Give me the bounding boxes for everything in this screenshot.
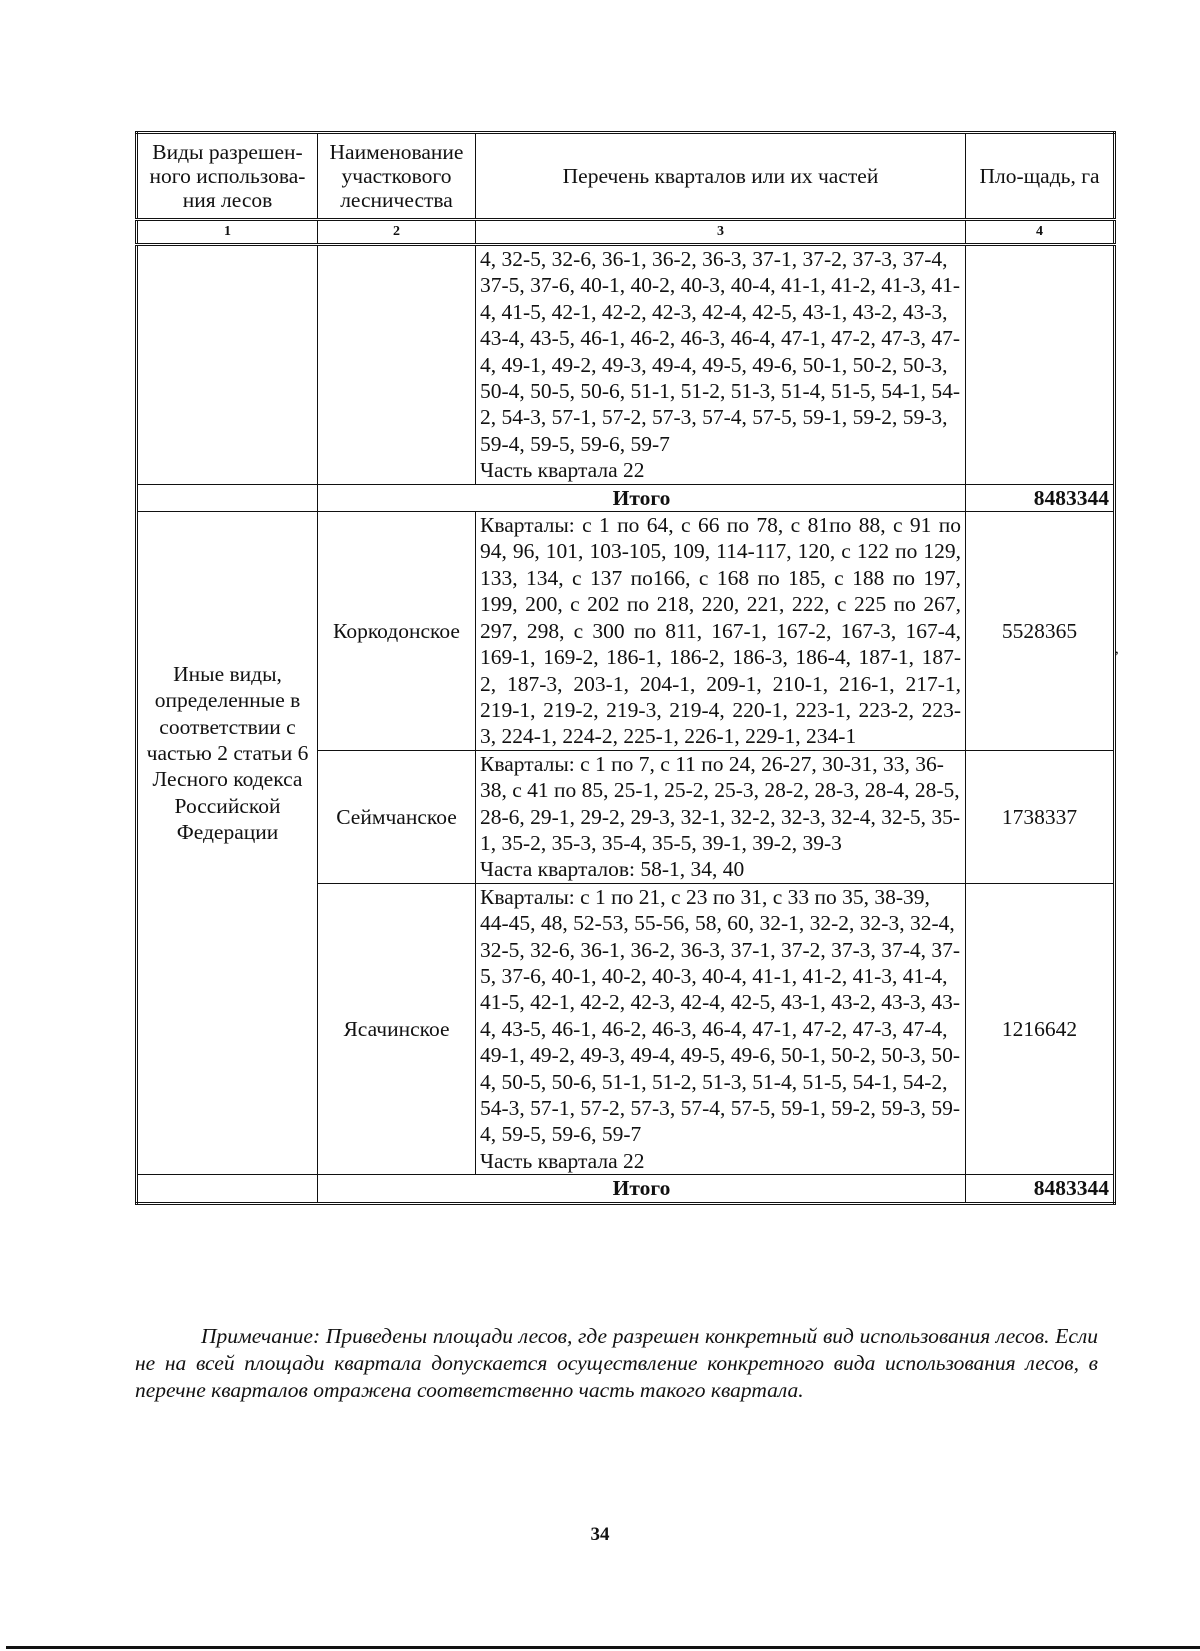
quarters-part: Часть квартала 22 <box>480 458 645 483</box>
area-value: 5528365 <box>966 512 1115 751</box>
empty-cell <box>137 1175 318 1203</box>
quarters-cell <box>476 750 966 883</box>
table-header-row <box>137 133 1115 220</box>
total-row <box>137 484 1115 511</box>
empty-cell <box>966 245 1115 485</box>
area-value: 1216642 <box>966 883 1115 1174</box>
header-district: Наименование участкового лесничества <box>318 133 476 220</box>
col-number-3: 3 <box>476 220 966 245</box>
quarters-list: Кварталы: с 1 по 21, с 23 по 31, с 33 по 35, 38-39, 44-45, 48, 52-53, 55-56, 58, 60, 32-1, 32-2, 32-3, 32-4, 32-5, 32-6, 36-1, 36-2, 36-3, 37-1, 37-2, 37-3, 37-4, 37-5, 37-6, 40-1, 40-2, 40-3, 40-4, 41-1, 41-2, 41-3, 41-4, 41-5, 42-1, 42-2, 42-3, 42-4, 42-5, 43-1, 43-2, 43-3, 43-4, 43-5, 46-1, 46-2, 46-3, 46-4, 47-1, 47-2, 47-3, 47-4, 49-1, 49-2, 49-3, 49-4, 49-5, 49-6, 50-1, 50-2, 50-3, 50-4, 50-5, 50-6, 51-1, 51-2, 51-3, 51-4, 51-5, 54-1, 54-2, 54-3, 57-1, 57-2, 57-3, 57-4, 57-5, 59-1, 59-2, 59-3, 59-4, 59-5, 59-6, 59-7 <box>480 884 961 1147</box>
col-number-1: 1 <box>137 220 318 245</box>
quarters-cell <box>476 512 966 751</box>
district-name: Сеймчанское <box>318 750 476 883</box>
total-value: 8483344 <box>966 484 1115 511</box>
total-value: 8483344 <box>966 1175 1115 1203</box>
quarters-cell <box>476 883 966 1174</box>
district-name: Коркодонское <box>318 512 476 751</box>
table-row <box>137 245 1115 485</box>
quarters-list: Кварталы: с 1 по 64, с 66 по 78, с 81по 88, с 91 по 94, 96, 101, 103-105, 109, 114-117, 120, с 122 по 129, 133, 134, с 137 по166, с 168 по 185, с 188 по 197, 199, 200, с 202 по 218, 220, 221, 222, с 225 по 267, 297, 298, с 300 по 811, 167-1, 167-2, 167-3, 167-4, 169-1, 169-2, 186-1, 186-2, 186-3, 186-4, 187-1, 187-2, 187-3, 203-1, 204-1, 209-1, 210-1, 216-1, 217-1, 219-1, 219-2, 219-3, 219-4, 220-1, 223-1, 223-2, 223-3, 224-1, 224-2, 225-1, 226-1, 229-1, 234-1 <box>480 513 961 749</box>
total-label: Итого <box>318 484 966 511</box>
col-number-4: 4 <box>966 220 1115 245</box>
quarters-list: 4, 32-5, 32-6, 36-1, 36-2, 36-3, 37-1, 37-2, 37-3, 37-4, 37-5, 37-6, 40-1, 40-2, 40-3, 40-4, 41-1, 41-2, 41-3, 41-4, 41-5, 42-1, 42-2, 42-3, 42-4, 42-5, 43-1, 43-2, 43-3, 43-4, 43-5, 46-1, 46-2, 46-3, 46-4, 47-1, 47-2, 47-3, 47-4, 49-1, 49-2, 49-3, 49-4, 49-5, 49-6, 50-1, 50-2, 50-3, 50-4, 50-5, 50-6, 51-1, 51-2, 51-3, 51-4, 51-5, 54-1, 54-2, 54-3, 57-1, 57-2, 57-3, 57-4, 57-5, 59-1, 59-2, 59-3, 59-4, 59-5, 59-6, 59-7 <box>480 247 961 456</box>
district-name: Ясачинское <box>318 883 476 1174</box>
empty-cell <box>137 245 318 485</box>
col-number-2: 2 <box>318 220 476 245</box>
column-number-row <box>137 220 1115 245</box>
footnote: Примечание: Приведены площади лесов, где разрешен конкретный вид использования лесов. Если не на всей площади квартала допускается осуществление конкретного вида использования лесов, в перечне кварталов отражена соответственно часть такого квартала. <box>135 1323 1098 1402</box>
table-row <box>137 512 1115 751</box>
bottom-rule <box>6 1646 1200 1649</box>
total-label: Итого <box>318 1175 966 1203</box>
page-number: 34 <box>590 1524 610 1545</box>
empty-cell <box>137 484 318 511</box>
quarters-part: Часта кварталов: 58-1, 34, 40 <box>480 857 745 882</box>
area-value: 1738337 <box>966 750 1115 883</box>
scan-mark: ’ <box>1114 649 1120 666</box>
usage-type-cell: Иные виды, определенные в соответствии с частью 2 статьи 6 Лесного кодекса Российской Федерации <box>137 512 318 1175</box>
forest-usage-table <box>135 131 1116 1205</box>
empty-cell <box>318 245 476 485</box>
quarters-part: Часть квартала 22 <box>480 1148 645 1173</box>
total-row <box>137 1175 1115 1203</box>
quarters-cell <box>476 245 966 485</box>
quarters-list: Кварталы: с 1 по 7, с 11 по 24, 26-27, 30-31, 33, 36-38, с 41 по 85, 25-1, 25-2, 25-3, 28-2, 28-3, 28-4, 28-5, 28-6, 29-1, 29-2, 29-3, 32-1, 32-2, 32-3, 32-4, 32-5, 35-1, 35-2, 35-3, 35-4, 35-5, 39-1, 39-2, 39-3 <box>480 751 961 855</box>
header-usage-type: Виды разрешен-ного использова-ния лесов <box>137 133 318 220</box>
header-quarters: Перечень кварталов или их частей <box>476 133 966 220</box>
header-area: Пло-щадь, га <box>966 133 1115 220</box>
